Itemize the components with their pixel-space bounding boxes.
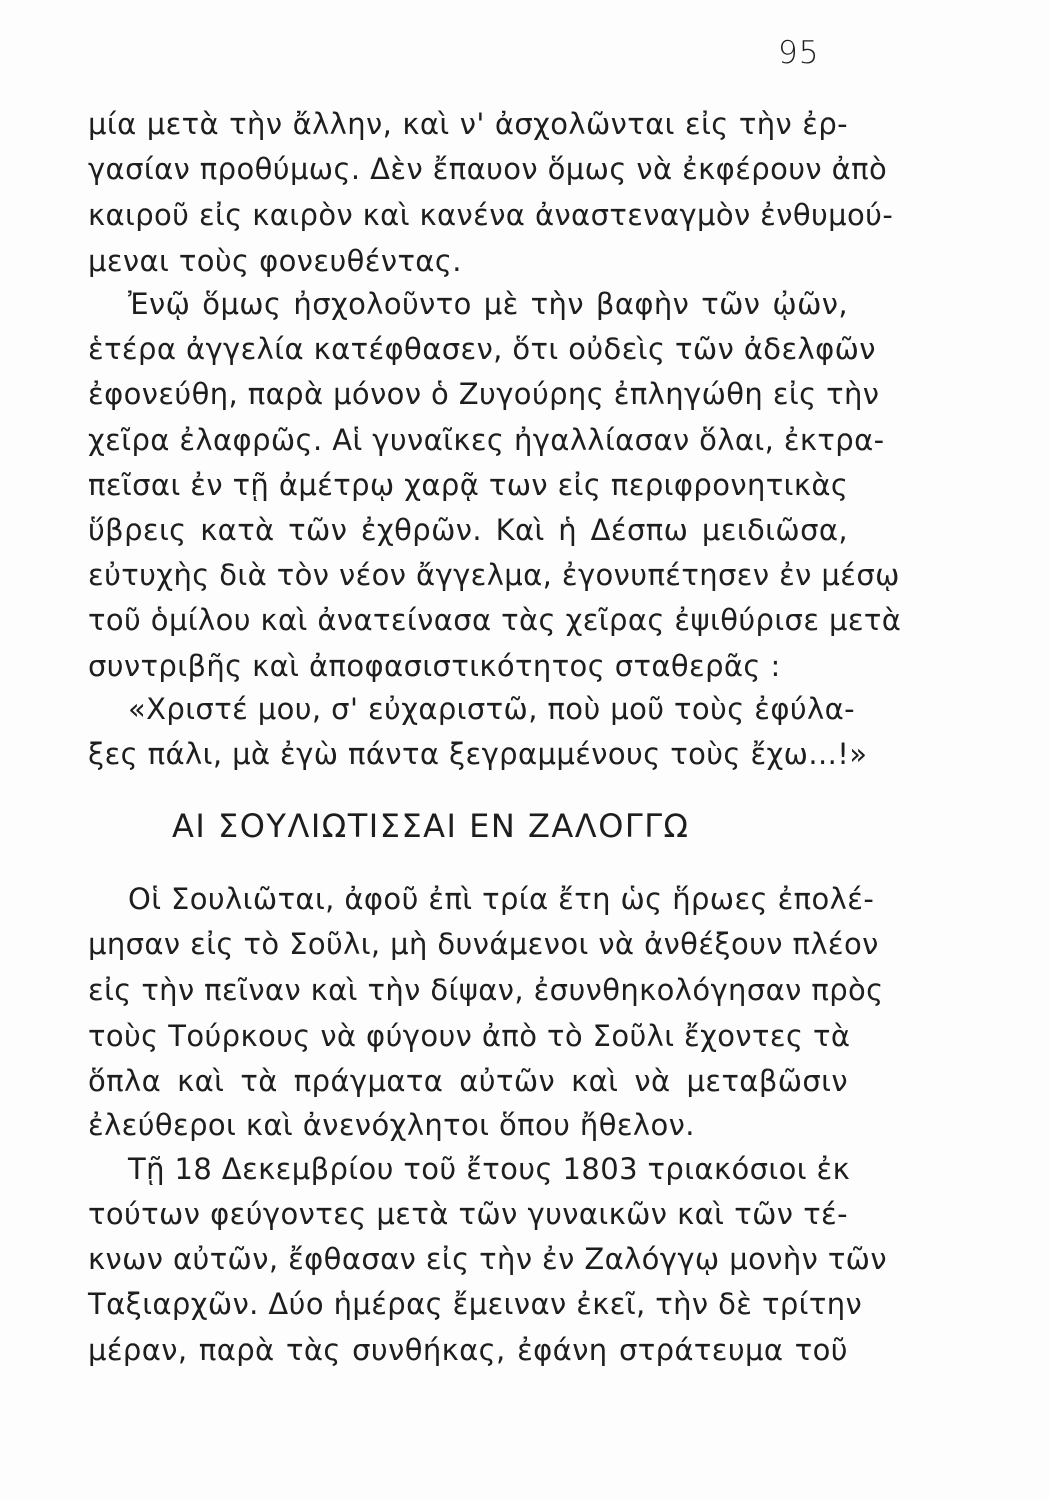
text-line: κνων αὐτῶν, ἔφθασαν εἰς τὴν ἐν Ζαλόγγῳ μονὴν τῶν	[88, 1242, 887, 1276]
text-line: ἐλεύθεροι καὶ ἀνενόχλητοι ὅπου ἤθελον.	[88, 1108, 695, 1142]
text-line: καιροῦ εἰς καιρὸν καὶ κανένα ἀναστεναγμὸν ἐνθυμού-	[88, 198, 894, 232]
text-line: εὐτυχὴς διὰ τὸν νέον ἄγγελμα, ἐγονυπέτησεν ἐν μέσῳ	[88, 558, 900, 592]
text-line: χεῖρα ἐλαφρῶς. Αἱ γυναῖκες ἠγαλλίασαν ὅλαι, ἐκτρα-	[88, 423, 885, 457]
text-line: ἐφονεύθη, παρὰ μόνον ὁ Ζυγούρης ἐπληγώθη εἰς τὴν	[88, 377, 880, 411]
text-line: Ἐνῷ ὅμως ἠσχολοῦντο μὲ τὴν βαφὴν τῶν ᾠῶν,	[128, 287, 848, 321]
section-heading: ΑΙ ΣΟΥΛΙΩΤΙΣΣΑΙ ΕΝ ΖΑΛΟΓΓΩ	[172, 807, 690, 845]
text-line: τοῦ ὁμίλου καὶ ἀνατείνασα τὰς χεῖρας ἐψιθύρισε μετὰ	[88, 603, 902, 637]
text-line: μησαν εἰς τὸ Σοῦλι, μὴ δυνάμενοι νὰ ἀνθέξουν πλέον	[88, 927, 879, 961]
text-line: Τῇ 18 Δεκεμβρίου τοῦ ἔτους 1803 τριακόσιοι ἐκ	[128, 1152, 851, 1186]
text-line: πεῖσαι ἐν τῇ ἀμέτρῳ χαρᾷ των εἰς περιφρονητικὰς	[88, 468, 849, 502]
text-line: μέραν, παρὰ τὰς συνθήκας, ἐφάνη στράτευμα τοῦ	[88, 1333, 848, 1367]
text-line: Οἱ Σουλιῶται, ἀφοῦ ἐπὶ τρία ἔτη ὡς ἥρωες ἐπολέ-	[128, 882, 875, 916]
text-line: μεναι τοὺς φονευθέντας.	[88, 244, 462, 278]
text-line: Ταξιαρχῶν. Δύο ἡμέρας ἔμειναν ἐκεῖ, τὴν δὲ τρίτην	[88, 1287, 863, 1321]
text-line: συντριβῆς καὶ ἀποφασιστικότητος σταθερᾶς :	[88, 649, 781, 683]
text-line: μία μετὰ τὴν ἄλλην, καὶ ν' ἀσχολῶνται εἰς τὴν ἐρ-	[88, 107, 848, 141]
text-line: τούτων φεύγοντες μετὰ τῶν γυναικῶν καὶ τῶν τέ-	[88, 1197, 848, 1231]
text-line: ξες πάλι, μὰ ἐγὼ πάντα ξεγραμμένους τοὺς ἔχω...!»	[88, 737, 868, 771]
text-line: «Χριστέ μου, σ' εὐχαριστῶ, ποὺ μοῦ τοὺς ἐφύλα-	[128, 692, 855, 726]
text-line: εἰς τὴν πεῖναν καὶ τὴν δίψαν, ἐσυνθηκολόγησαν πρὸς	[88, 973, 884, 1007]
text-line: γασίαν προθύμως. Δὲν ἔπαυον ὅμως νὰ ἐκφέρουν ἀπὸ	[88, 152, 888, 186]
text-line: ὅπλα καὶ τὰ πράγματα αὐτῶν καὶ νὰ μεταβῶσιν	[88, 1064, 848, 1098]
text-line: ὕβρεις κατὰ τῶν ἐχθρῶν. Καὶ ἡ Δέσπω μειδιῶσα,	[88, 513, 848, 547]
page-number: 95	[778, 35, 820, 71]
text-line: τοὺς Τούρκους νὰ φύγουν ἀπὸ τὸ Σοῦλι ἔχοντες τὰ	[88, 1019, 851, 1053]
text-line: ἑτέρα ἀγγελία κατέφθασεν, ὅτι οὐδεὶς τῶν ἀδελφῶν	[88, 332, 876, 366]
